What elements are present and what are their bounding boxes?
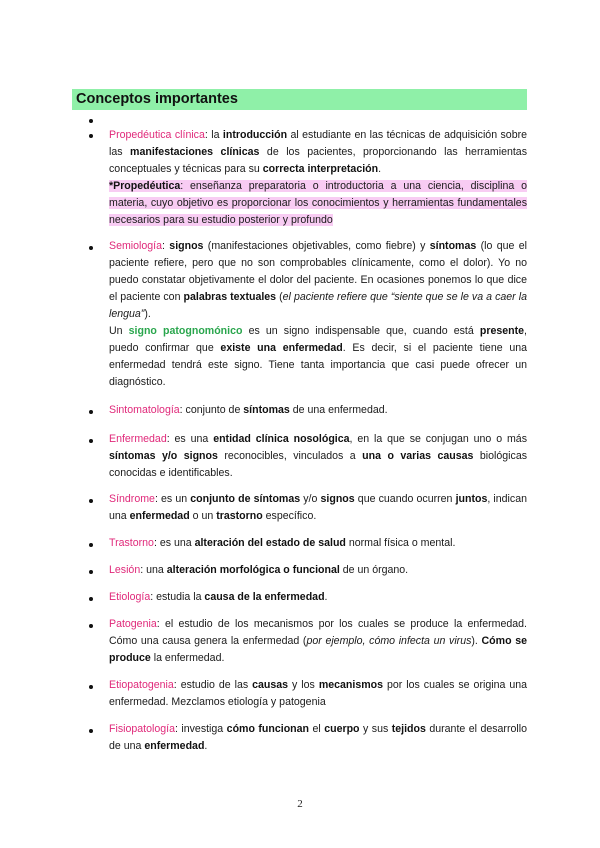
term-label: Fisiopatología — [109, 723, 175, 735]
term-label: Sintomatología — [109, 404, 180, 416]
bullet-icon — [89, 246, 93, 250]
bullet-icon — [89, 685, 93, 689]
term-label: Etiología — [109, 591, 151, 603]
term-label: Patogenia — [109, 618, 157, 630]
highlighted-note: *Propedéutica: enseñanza preparatoria o introductoria a una ciencia, disciplina o materia, cuyo objetivo es proporcionar los conocimientos y herramientas fundamentales necesarios para su estudio posterior y profundo — [109, 180, 527, 226]
term-label: Etiopatogenia — [109, 679, 174, 691]
term-label: Semiología — [109, 240, 162, 252]
bullet-icon — [89, 439, 93, 443]
term-label: Propedéutica clínica — [109, 129, 205, 141]
definition-patogenia: Patogenia: el estudio de los mecanismos por los cuales se produce la enfermedad. Cómo una causa genera la enfermedad (por ejemplo, cómo infecta un virus). Cómo se produce la enfermedad. — [109, 618, 527, 664]
definition-semiologia: Semiología: signos (manifestaciones objetivables, como fiebre) y síntomas (lo que el paciente refiere, pero que no son comprobables clínicamente, como el dolor). Yo no puedo constatar objetivamente el dolor del paciente. En ocasiones ponemos lo que dice el paciente con palabras textuales (el paciente refiere que “siente que se le va a caer la lengua”). Un signo patognomónico es un signo indispensable que, cuando está presente, puedo confirmar que existe una enfermedad. Es decir, si el paciente tiene una enfermedad tendrá este signo. Tiene tanta importancia que casi puede ofrecer un diagnóstico. — [109, 240, 527, 388]
definition-trastorno: Trastorno: es una alteración del estado de salud normal física o mental. — [109, 537, 456, 549]
bullet-icon — [89, 729, 93, 733]
bullet-icon — [89, 570, 93, 574]
term-label: Enfermedad — [109, 433, 167, 445]
bullet-icon — [89, 597, 93, 601]
definition-sindrome: Síndrome: es un conjunto de síntomas y/o signos que cuando ocurren juntos, indican una enfermedad o un trastorno específico. — [109, 493, 527, 522]
definition-propedeutica: Propedéutica clínica: la introducción al estudiante en las técnicas de adquisición sobre las manifestaciones clínicas de los pacientes, proporcionando las herramientas conceptuales y técnicas para su correcta interpretación. *Propedéutica: enseñanza preparatoria o introductoria a una ciencia, disciplina o materia, cuyo objetivo es proporcionar los conocimientos y herramientas fundamentales necesarios para su estudio posterior y profundo — [109, 129, 528, 226]
page-number: 2 — [297, 798, 303, 810]
definition-sintomatologia: Sintomatología: conjunto de síntomas de una enfermedad. — [109, 404, 388, 416]
definition-enfermedad: Enfermedad: es una entidad clínica nosológica, en la que se conjugan uno o más síntomas y/o signos reconocibles, vinculados a una o varias causas biológicas conocidas e identificables. — [109, 433, 528, 479]
bullet-icon — [89, 134, 93, 138]
bullet-icon — [89, 624, 93, 628]
term-label: Trastorno — [109, 537, 154, 549]
definition-fisiopatologia: Fisiopatología: investiga cómo funcionan el cuerpo y sus tejidos durante el desarrollo de una enfermedad. — [109, 723, 527, 752]
bullet-icon — [89, 499, 93, 503]
term-label: Lesión — [109, 564, 141, 576]
bullet-icon — [89, 410, 93, 414]
green-term: signo patognomónico — [128, 325, 243, 337]
bullet-icon — [89, 543, 93, 547]
definition-lesion: Lesión: una alteración morfológica o funcional de un órgano. — [109, 564, 409, 576]
definition-etiopatogenia: Etiopatogenia: estudio de las causas y los mecanismos por los cuales se origina una enfermedad. Mezclamos etiología y patogenia — [109, 679, 527, 708]
definition-etiologia: Etiología: estudia la causa de la enfermedad. — [109, 591, 328, 603]
bullet-icon — [89, 119, 93, 123]
section-heading: Conceptos importantes — [76, 91, 238, 107]
term-label: Síndrome — [109, 493, 155, 505]
